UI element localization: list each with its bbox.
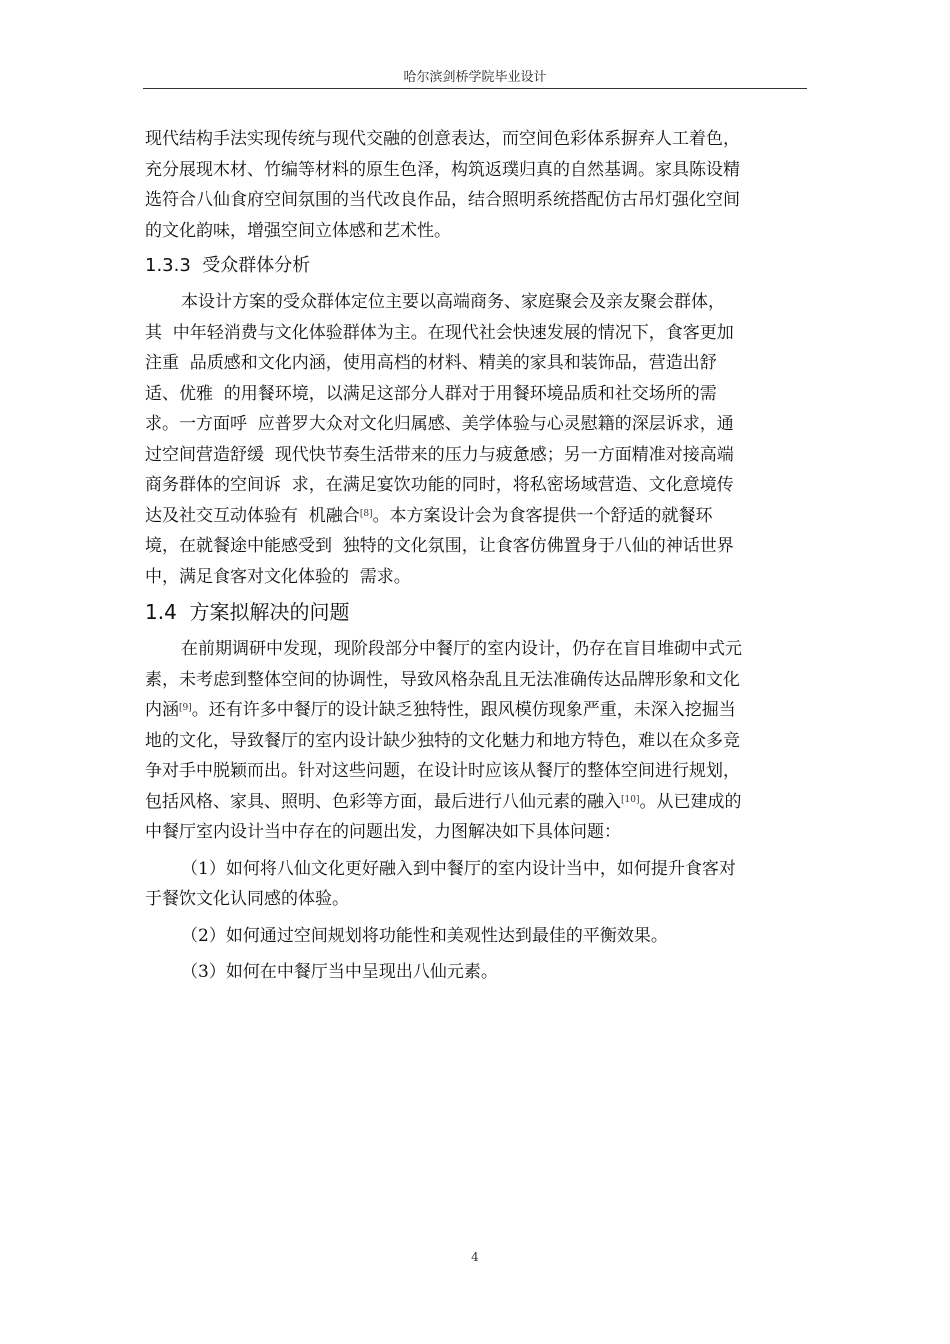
audience-paragraph xyxy=(145,287,807,592)
text-line: 充分展现木材、竹编等材料的原生色泽，构筑返璞归真的自然基调。家具陈设精 xyxy=(145,159,740,180)
text-line: 中，满足食客对文化体验的 需求。 xyxy=(145,566,411,587)
text-line: 于餐饮文化认同感的体验。 xyxy=(145,889,349,909)
page-number: 4 xyxy=(471,1250,479,1264)
text-segment: 包括风格、家具、照明、色彩等方面，最后进行八仙元素的融入 xyxy=(145,791,621,812)
text-line xyxy=(145,787,807,818)
text-line: 在前期调研中发现，现阶段部分中餐厅的室内设计，仍存在盲目堆砌中式元 xyxy=(181,639,742,659)
text-line: （3）如何在中餐厅当中呈现出八仙元素。 xyxy=(181,962,498,982)
citation-8: [8] xyxy=(359,508,373,519)
text-segment: 。本方案设计会为食客提供一个舒适的就餐环 xyxy=(372,505,713,526)
text-line: 选符合八仙食府空间氛围的当代改良作品，结合照明系统搭配仿古吊灯强化空间 xyxy=(145,190,740,210)
problems-paragraph xyxy=(145,634,807,848)
text-line: 本设计方案的受众群体定位主要以高端商务、家庭聚会及亲友聚会群体， xyxy=(181,292,725,312)
text-line xyxy=(145,501,807,532)
text-line: 素，未考虑到整体空间的协调性，导致风格杂乱且无法准确传达品牌形象和文化 xyxy=(145,669,740,690)
citation-10: [10] xyxy=(621,794,640,805)
list-item xyxy=(145,854,807,915)
text-line: 中餐厅室内设计当中存在的问题出发，力图解决如下具体问题： xyxy=(145,822,621,842)
text-line: 现代结构手法实现传统与现代交融的创意表达，而空间色彩体系摒弃人工着色， xyxy=(145,129,740,149)
section-heading-1-4: 1.4 方案拟解决的问题 xyxy=(145,600,350,624)
text-line: 地的文化，导致餐厅的室内设计缺少独特的文化魅力和地方特色，难以在众多竞 xyxy=(145,730,740,751)
text-line: （1）如何将八仙文化更好融入到中餐厅的室内设计当中，如何提升食客对 xyxy=(181,858,736,879)
text-line: 过空间营造舒缓 现代快节奏生活带来的压力与疲惫感；另一方面精准对接高端 xyxy=(145,444,734,465)
header-title: 哈尔滨剑桥学院毕业设计 xyxy=(403,70,547,85)
text-line xyxy=(145,695,807,726)
text-line: 争对手中脱颖而出。针对这些问题，在设计时应该从餐厅的整体空间进行规划， xyxy=(145,761,740,781)
text-line: 注重 品质感和文化内涵，使用高档的材料、精美的家具和装饰品，营造出舒 xyxy=(145,353,717,373)
list-item xyxy=(145,921,807,952)
text-segment: 内涵 xyxy=(145,700,179,720)
section-heading-1-3-3: 1.3.3 受众群体分析 xyxy=(145,255,311,276)
text-line: 的文化韵味，增强空间立体感和艺术性。 xyxy=(145,220,451,241)
text-line: 求。一方面呼 应普罗大众对文化归属感、美学体验与心灵慰籍的深层诉求，通 xyxy=(145,414,734,434)
text-segment: 达及社交互动体验有 机融合 xyxy=(145,505,360,526)
text-segment: 。从已建成的 xyxy=(639,791,742,812)
header-divider xyxy=(143,88,807,89)
text-line: （2）如何通过空间规划将功能性和美观性达到最佳的平衡效果。 xyxy=(181,925,668,946)
list-item xyxy=(145,957,807,988)
citation-9: [9] xyxy=(179,703,192,713)
text-line: 境，在就餐途中能感受到 独特的文化氛围，让食客仿佛置身于八仙的神话世界 xyxy=(145,536,734,556)
problem-list xyxy=(145,854,807,988)
intro-paragraph xyxy=(145,124,807,246)
text-segment: 。还有许多中餐厅的设计缺乏独特性，跟风模仿现象严重，未深入挖掘当 xyxy=(191,700,736,720)
text-line: 商务群体的空间诉 求，在满足宴饮功能的同时，将私密场域营造、文化意境传 xyxy=(145,475,734,495)
text-line: 适、优雅 的用餐环境，以满足这部分人群对于用餐环境品质和社交场所的需 xyxy=(145,383,717,404)
text-line: 其 中年轻消费与文化体验群体为主。在现代社会快速发展的情况下，食客更加 xyxy=(145,322,734,343)
document-body xyxy=(145,124,807,988)
